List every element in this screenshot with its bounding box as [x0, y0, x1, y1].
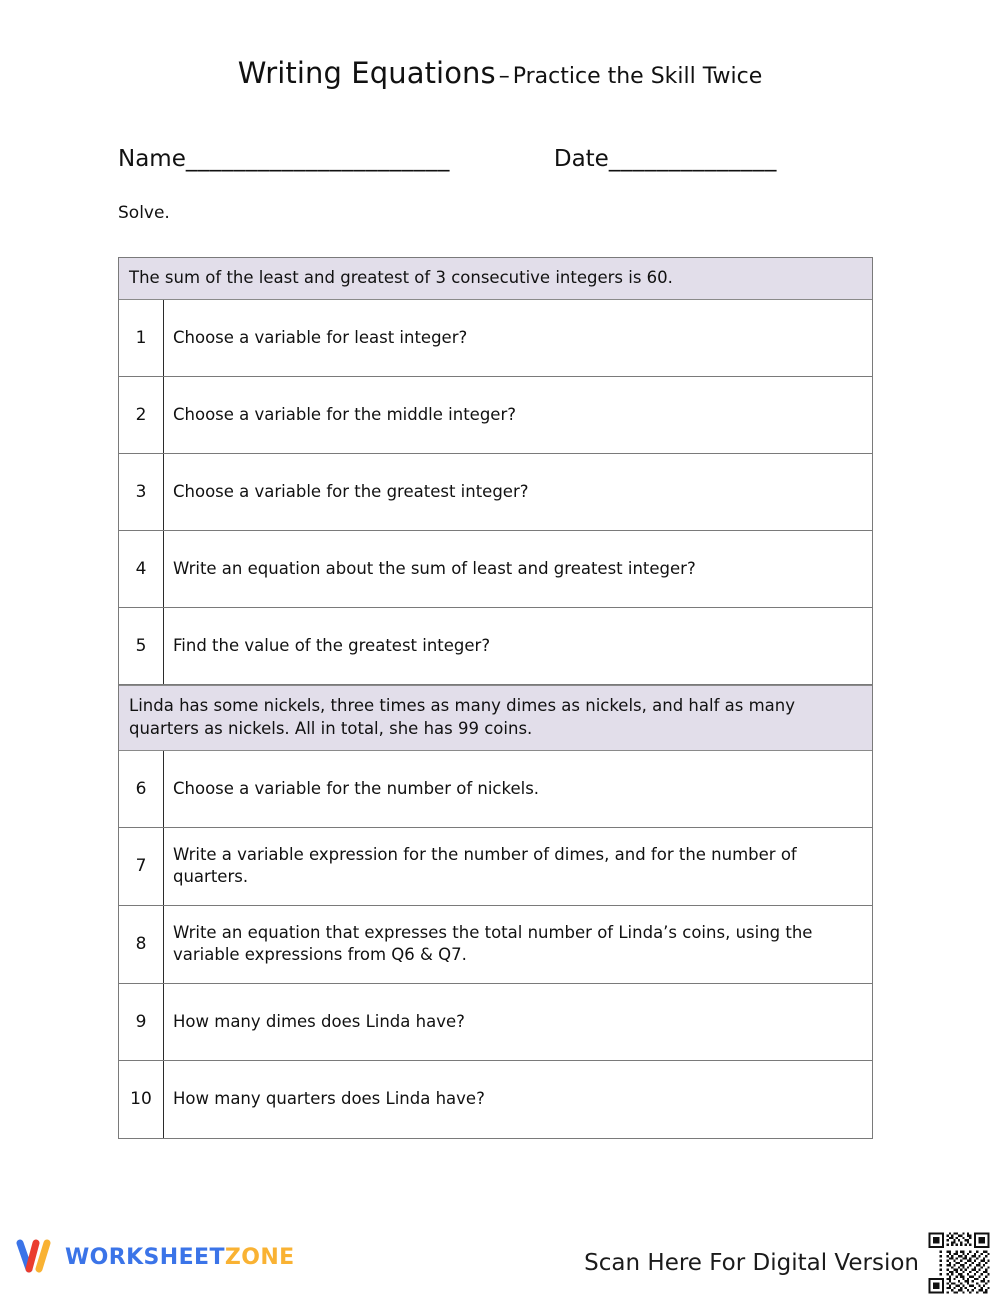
date-label: Date: [553, 146, 609, 172]
worksheetzone-logo[interactable]: [14, 1232, 295, 1282]
table-row[interactable]: [119, 377, 872, 454]
question-number: 10: [119, 1061, 164, 1138]
question-text[interactable]: How many quarters does Linda have?: [173, 1089, 485, 1109]
name-field-group[interactable]: [118, 146, 450, 172]
question-number: 1: [119, 300, 164, 376]
question-number: 6: [119, 751, 164, 827]
question-text[interactable]: Write a variable expression for the number of dimes, and for the number of quarters.: [173, 845, 797, 887]
table-row[interactable]: [119, 300, 872, 377]
question-text[interactable]: Choose a variable for the middle integer?: [173, 405, 516, 425]
scan-digital-version[interactable]: [584, 1230, 992, 1296]
name-date-row: [118, 146, 882, 172]
page-footer: [0, 1224, 1000, 1294]
brand-word-worksheet: WORKSHEET: [65, 1244, 225, 1270]
question-text[interactable]: Write an equation about the sum of least and greatest integer?: [173, 559, 696, 579]
date-write-line[interactable]: ______________: [608, 146, 777, 172]
brand-word-zone: ZONE: [224, 1244, 295, 1270]
table-row[interactable]: [119, 828, 872, 906]
worksheet-table: [118, 257, 873, 1139]
section-prompt: The sum of the least and greatest of 3 consecutive integers is 60.: [119, 258, 872, 300]
instruction-text: Solve.: [118, 203, 170, 223]
question-text[interactable]: Write an equation that expresses the total number of Linda’s coins, using the variable expressions from Q6 & Q7.: [173, 923, 813, 965]
section-prompt: Linda has some nickels, three times as many dimes as nickels, and half as many quarters as nickels. All in total, she has 99 coins.: [119, 685, 872, 751]
worksheetzone-logo-mark: [14, 1238, 56, 1276]
worksheetzone-wordmark: [65, 1245, 295, 1270]
date-field-group[interactable]: [554, 146, 777, 172]
question-number: 5: [119, 608, 164, 684]
question-number: 4: [119, 531, 164, 607]
question-number: 9: [119, 984, 164, 1060]
question-text[interactable]: Choose a variable for least integer?: [173, 328, 468, 348]
question-number: 2: [119, 377, 164, 453]
question-number: 7: [119, 828, 164, 905]
page-title-subtitle: Practice the Skill Twice: [512, 64, 763, 89]
scan-label: Scan Here For Digital Version: [584, 1250, 919, 1276]
page-title-dash: –: [498, 64, 510, 89]
page-title-main: Writing Equations: [237, 56, 496, 90]
table-row[interactable]: [119, 1061, 872, 1138]
qr-code-icon[interactable]: [926, 1230, 992, 1296]
question-number: 8: [119, 906, 164, 983]
name-write-line[interactable]: ______________________: [185, 146, 450, 172]
table-row[interactable]: [119, 751, 872, 828]
table-row[interactable]: [119, 454, 872, 531]
question-text[interactable]: Choose a variable for the greatest integer?: [173, 482, 529, 502]
question-number: 3: [119, 454, 164, 530]
table-row[interactable]: [119, 984, 872, 1061]
table-row[interactable]: [119, 531, 872, 608]
name-label: Name: [118, 146, 186, 172]
table-row[interactable]: [119, 906, 872, 984]
question-text[interactable]: Choose a variable for the number of nickels.: [173, 778, 540, 798]
question-text[interactable]: How many dimes does Linda have?: [173, 1011, 465, 1031]
table-row[interactable]: [119, 608, 872, 685]
page-title: [0, 0, 1000, 90]
question-text[interactable]: Find the value of the greatest integer?: [173, 636, 491, 656]
